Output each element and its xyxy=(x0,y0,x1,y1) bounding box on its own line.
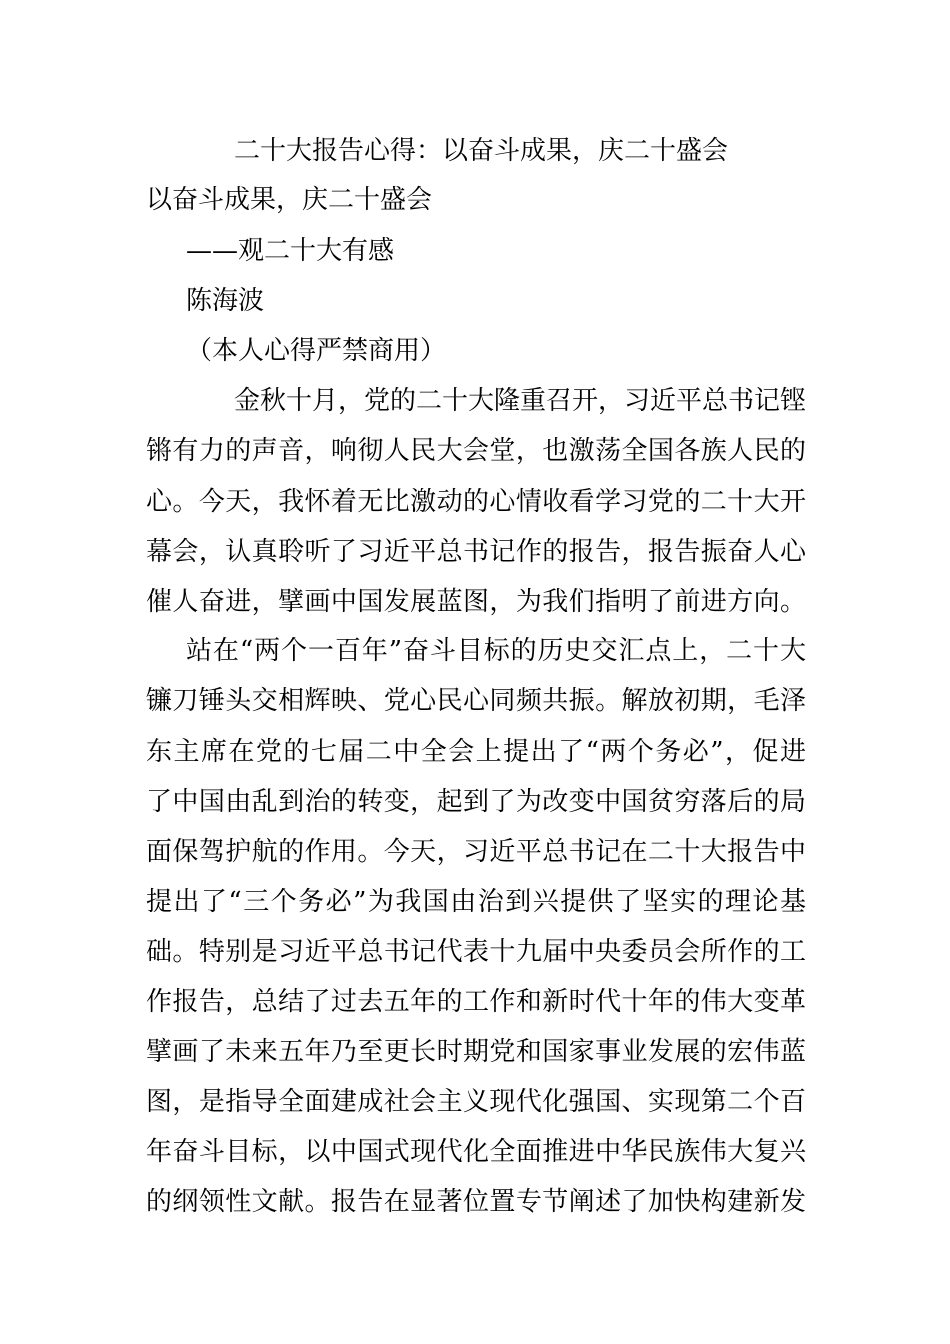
paragraph-1-line: 锵有力的声音，响彻人民大会堂，也激荡全国各族人民的 xyxy=(146,436,806,466)
document-author: 陈海波 xyxy=(186,286,265,316)
paragraph-2-line: 面保驾护航的作用。今天，习近平总书记在二十大报告中 xyxy=(146,837,806,867)
paragraph-2-line: 的纲领性文献。报告在显著位置专节阐述了加快构建新发 xyxy=(146,1187,806,1217)
paragraph-1-line: 催人奋进，擘画中国发展蓝图，为我们指明了前进方向。 xyxy=(146,587,806,617)
paragraph-1-line: 金秋十月，党的二十大隆重召开，习近平总书记铿 xyxy=(234,386,807,416)
paragraph-1-line: 心。今天，我怀着无比激动的心情收看学习党的二十大开 xyxy=(146,487,806,517)
paragraph-2-line: 提出了“三个务必”为我国由治到兴提供了坚实的理论基 xyxy=(146,887,806,917)
paragraph-2-line: 作报告，总结了过去五年的工作和新时代十年的伟大变革 xyxy=(146,987,806,1017)
document-heading: 以奋斗成果，庆二十盛会 xyxy=(146,185,433,215)
paragraph-1-line: 幕会，认真聆听了习近平总书记作的报告，报告振奋人心 xyxy=(146,537,806,567)
paragraph-2-line: 擘画了未来五年乃至更长时期党和国家事业发展的宏伟蓝 xyxy=(146,1037,806,1067)
document-title: 二十大报告心得：以奋斗成果，庆二十盛会 xyxy=(234,136,729,166)
paragraph-2-line: 站在“两个一百年”奋斗目标的历史交汇点上，二十大 xyxy=(186,636,806,666)
document-note: （本人心得严禁商用） xyxy=(186,336,447,366)
paragraph-2-line: 镰刀锤头交相辉映、党心民心同频共振。解放初期，毛泽 xyxy=(146,686,806,716)
paragraph-2-line: 础。特别是习近平总书记代表十九届中央委员会所作的工 xyxy=(146,937,806,967)
document-subtitle: ——观二十大有感 xyxy=(186,236,395,266)
paragraph-2-line: 图，是指导全面建成社会主义现代化强国、实现第二个百 xyxy=(146,1087,806,1117)
paragraph-2-line: 东主席在党的七届二中全会上提出了“两个务必”，促进 xyxy=(146,737,806,767)
paragraph-2-line: 了中国由乱到治的转变，起到了为改变中国贫穷落后的局 xyxy=(146,787,806,817)
paragraph-2-line: 年奋斗目标，以中国式现代化全面推进中华民族伟大复兴 xyxy=(146,1137,806,1167)
